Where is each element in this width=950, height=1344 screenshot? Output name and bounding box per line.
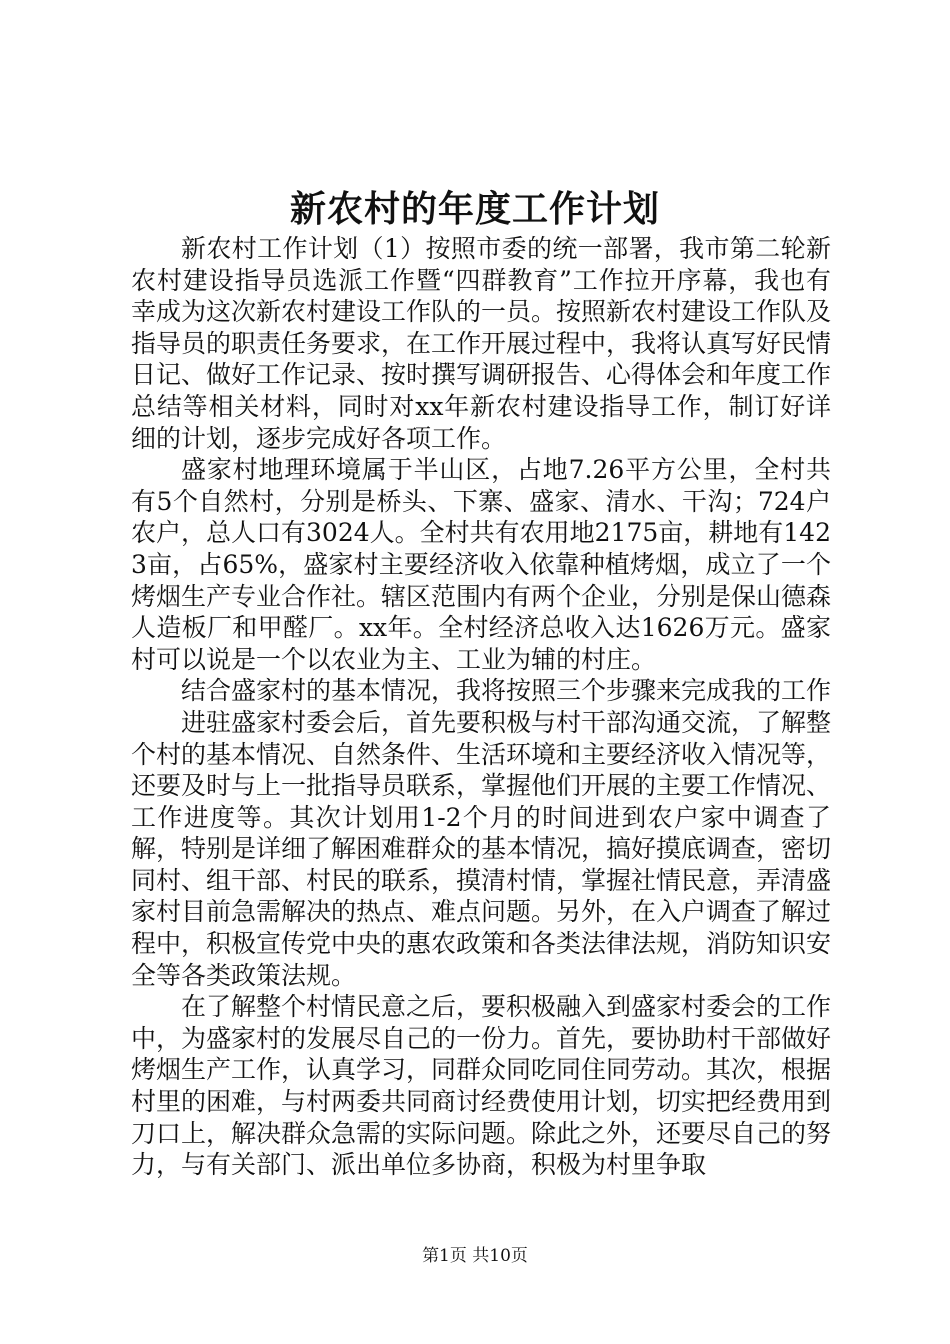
paragraph-4: 进驻盛家村委会后，首先要积极与村干部沟通交流，了解整个村的基本情况、自然条件、生活环境和主要经济收入情况等，还要及时与上一批指导员联系，掌握他们开展的主要工作情况、工作进度等。其次计划用1-2个月的时间进到农户家中调查了解，特别是详细了解困难群众的基本情况，搞好摸底调查，密切同村、组干部、村民的联系，摸清村情，掌握社情民意，弄清盛家村目前急需解决的热点、难点问题。另外，在入户调查了解过程中，积极宣传党中央的惠农政策和各类法律法规，消防知识安全等各类政策法规。 <box>131 707 832 990</box>
document-title: 新农村的年度工作计划 <box>289 188 660 230</box>
paragraph-1: 新农村工作计划（1）按照市委的统一部署，我市第二轮新农村建设指导员选派工作暨“四群教育”工作拉开序幕，我也有幸成为这次新农村建设工作队的一员。按照新农村建设工作队及指导员的职责任务要求，在工作开展过程中，我将认真写好民情日记、做好工作记录、按时撰写调研报告、心得体会和年度工作总结等相关材料，同时对xx年新农村建设指导工作，制订好详细的计划，逐步完成好各项工作。 <box>131 234 832 453</box>
paragraph-3: 结合盛家村的基本情况，我将按照三个步骤来完成我的工作 <box>181 676 832 706</box>
document-body <box>131 233 831 1181</box>
paragraph-2: 盛家村地理环境属于半山区，占地7.26平方公里，全村共有5个自然村，分别是桥头、下寨、盛家、清水、干沟；724户农户，总人口有3024人。全村共有农用地2175亩，耕地有1423亩，占65%，盛家村主要经济收入依靠种植烤烟，成立了一个烤烟生产专业合作社。辖区范围内有两个企业，分别是保山德森人造板厂和甲醛厂。xx年。全村经济总收入达1626万元。盛家村可以说是一个以农业为主、工业为辅的村庄。 <box>131 455 832 674</box>
paragraph-5: 在了解整个村情民意之后，要积极融入到盛家村委会的工作中，为盛家村的发展尽自己的一份力。首先，要协助村干部做好烤烟生产工作，认真学习，同群众同吃同住同劳动。其次，根据村里的困难，与村两委共同商讨经费使用计划，切实把经费用到刀口上，解决群众急需的实际问题。除此之外，还要尽自己的努力，与有关部门、派出单位多协商，积极为村里争取 <box>131 992 832 1180</box>
page-footer: 第1页 共10页 <box>422 1246 528 1266</box>
